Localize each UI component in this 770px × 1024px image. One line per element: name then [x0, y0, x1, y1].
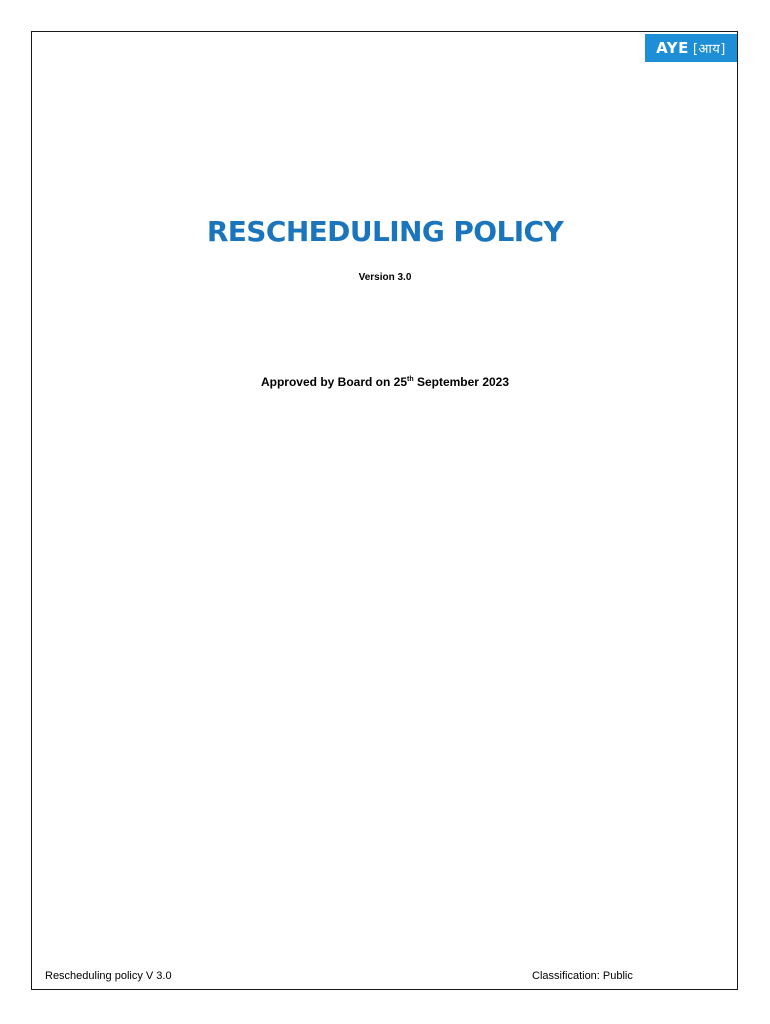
approval-superscript: th — [407, 376, 414, 383]
document-title: RESCHEDULING POLICY — [206, 215, 564, 248]
footer-document-label: Rescheduling policy V 3.0 — [45, 970, 172, 982]
approval-suffix: September 2023 — [413, 375, 510, 389]
company-logo — [645, 34, 737, 62]
approval-prefix: Approved by Board on 25 — [260, 375, 408, 389]
logo-brand-text: AYE — [656, 39, 689, 57]
approval-line — [0, 375, 770, 389]
footer-classification: Classification: Public — [532, 970, 633, 982]
document-version: Version 3.0 — [358, 272, 412, 283]
logo-devanagari-text: [आय] — [692, 42, 726, 57]
page-border — [31, 31, 738, 990]
